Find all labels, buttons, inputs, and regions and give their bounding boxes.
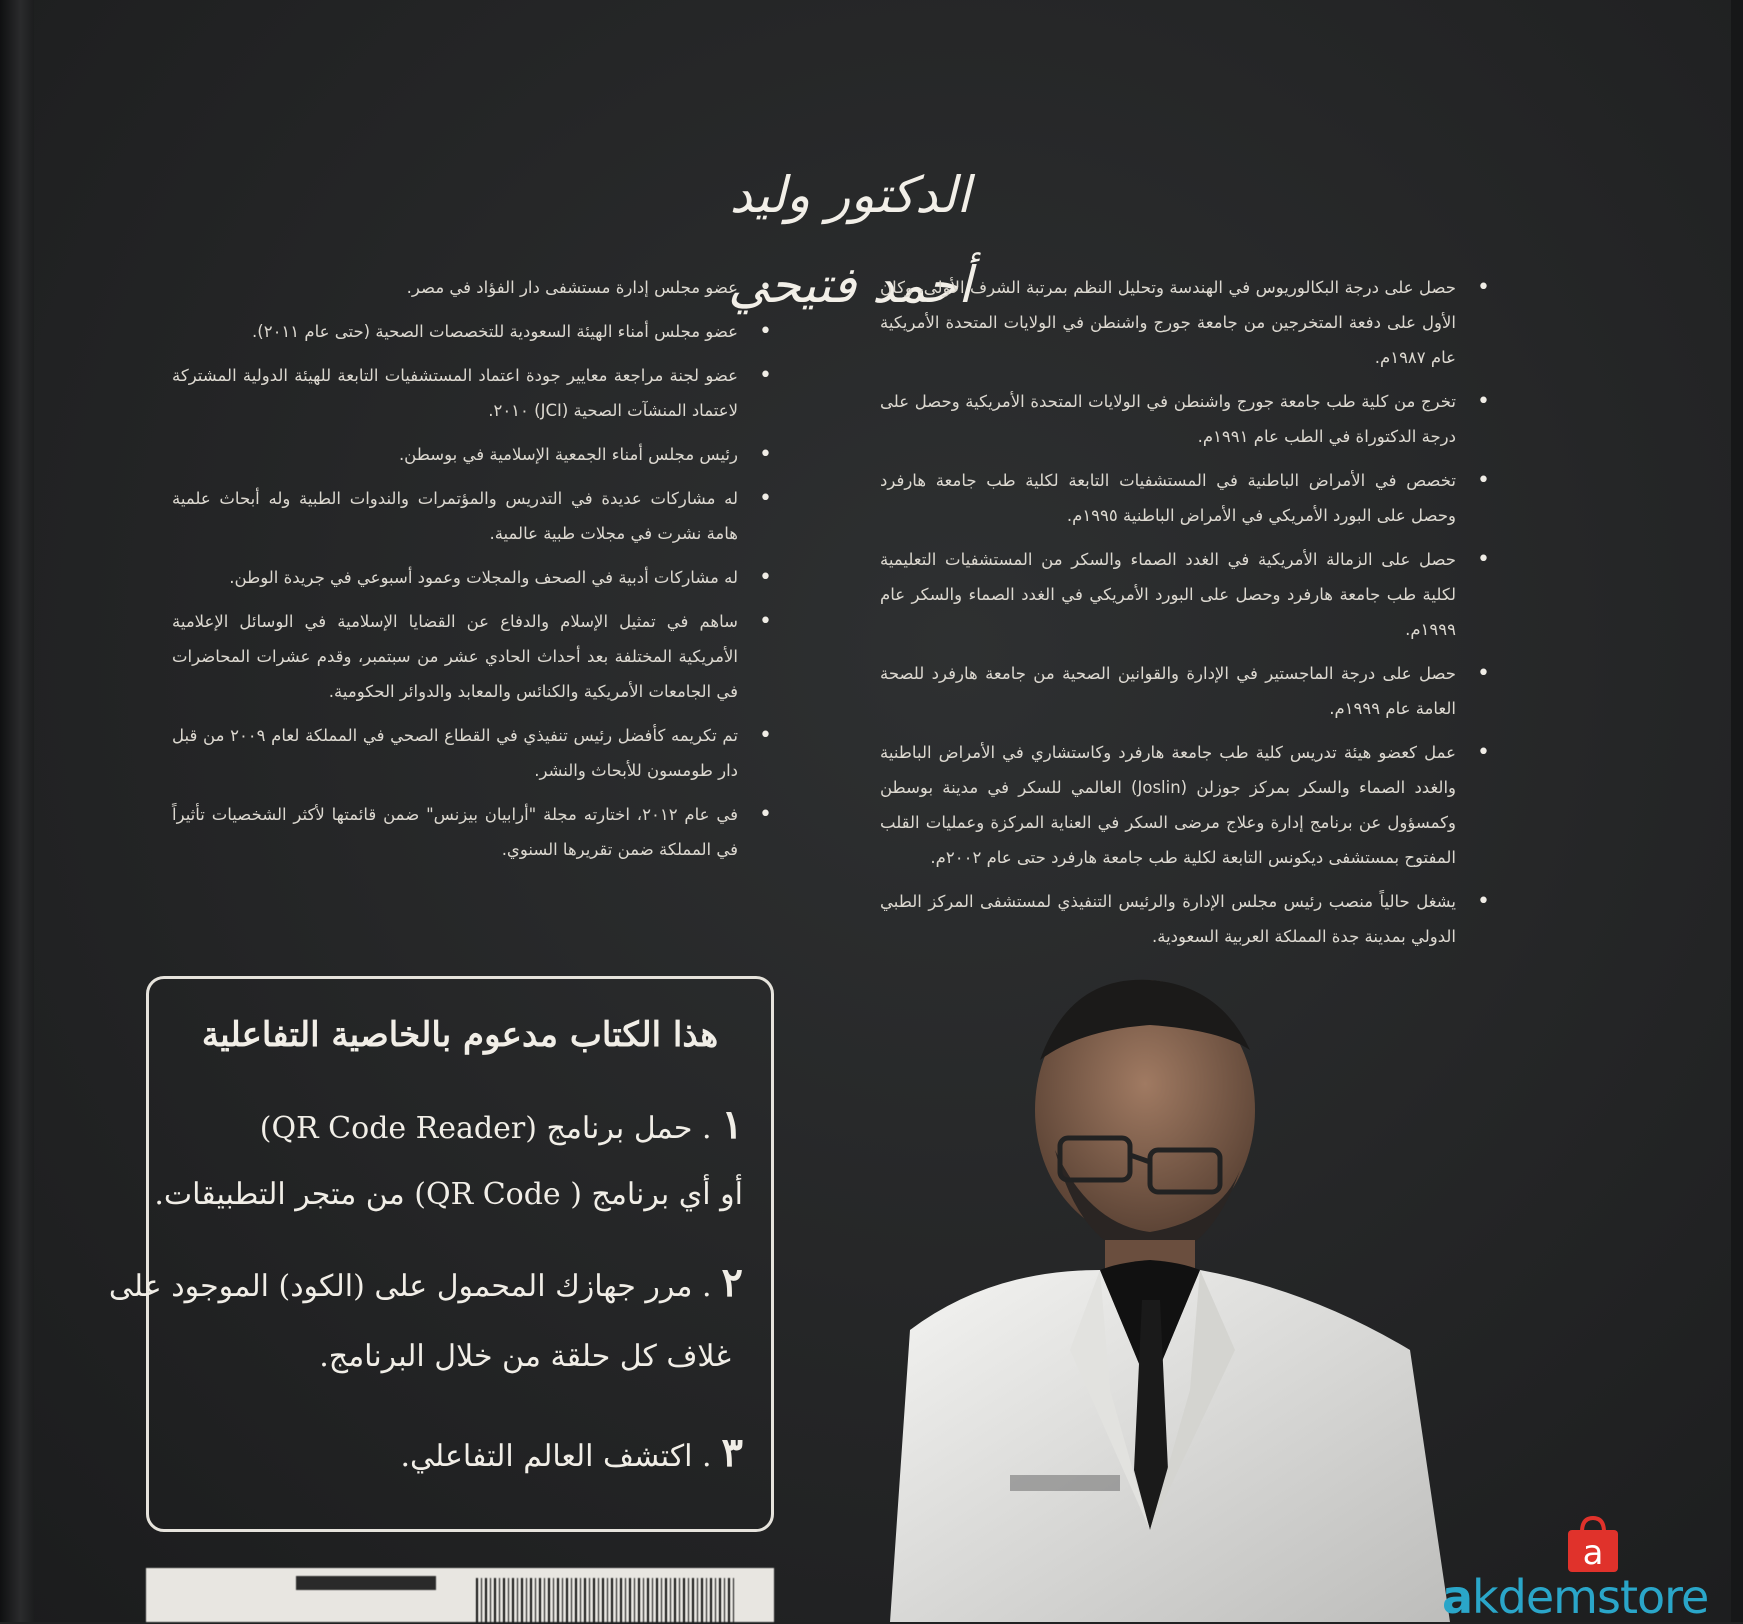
book-spine: [0, 0, 34, 1622]
barcode-label: [146, 1568, 774, 1622]
qr-step-2-cont: غلاف كل حلقة من خلال البرنامج.: [319, 1339, 731, 1374]
bio-item: • حصل على درجة البكالوريوس في الهندسة وتحليل النظم بمرتبة الشرف الأولى، وكان الأول على دفعة المتخرجين من جامعة جورج واشنطن في الولايات المتحدة الأمريكية عام ١٩٨٧م.: [880, 270, 1490, 375]
qr-step-3: [177, 1429, 743, 1476]
bio-column-left: [172, 270, 772, 876]
bio-item: • عضو لجنة مراجعة معايير جودة اعتماد المستشفيات التابعة للهيئة الدولية المشتركة لاعتماد المنشآت الصحية (JCI) ٢٠١٠.: [172, 358, 772, 428]
label-dark-band: [296, 1576, 436, 1590]
bio-item: • عضو مجلس أمناء الهيئة السعودية للتخصصات الصحية (حتى عام ٢٠١١).: [172, 314, 772, 349]
bio-item: • تخرج من كلية طب جامعة جورج واشنطن في الولايات المتحدة الأمريكية وحصل على درجة الدكتوراة في الطب عام ١٩٩١م.: [880, 384, 1490, 454]
bio-item: • له مشاركات أدبية في الصحف والمجلات وعمود أسبوعي في جريدة الوطن.: [172, 560, 772, 595]
bio-item: • حصل على الزمالة الأمريكية في الغدد الصماء والسكر من المستشفيات التعليمية لكلية طب جامعة هارفرد وحصل على البورد الأمريكي في الغدد الصماء والسكر عام ١٩٩٩م.: [880, 542, 1490, 647]
qr-step-1-cont: أو أي برنامج ( QR Code) من متجر التطبيقات.: [154, 1177, 743, 1212]
author-portrait-image: [850, 970, 1540, 1622]
step-text: . اكتشف العالم التفاعلي.: [400, 1439, 712, 1474]
store-name-prefix: a: [1442, 1570, 1473, 1624]
step-text: . حمل برنامج (QR Code Reader): [259, 1111, 712, 1146]
step-number: ١: [721, 1101, 743, 1148]
store-name: [1442, 1570, 1708, 1624]
store-name-rest: kdemstore: [1472, 1570, 1709, 1624]
bag-letter: a: [1582, 1533, 1604, 1573]
step-number: ٣: [721, 1429, 743, 1476]
bio-column-right: [880, 270, 1490, 963]
bio-item: • عمل كعضو هيئة تدريس كلية طب جامعة هارفرد وكاستشاري في الأمراض الباطنية والغدد الصماء والسكر بمركز جوزلن (Joslin) العالمي للسكر في مدينة بوسطن وكمسؤول عن برنامج إدارة وعلاج مرضى السكر في العناية المركزة وعمليات القلب المفتوح بمستشفى ديكونس التابعة لكلية طب جامعة هارفرد حتى عام ٢٠٠٢م.: [880, 735, 1490, 875]
qr-step-2: [108, 1259, 743, 1306]
bio-item: • في عام ٢٠١٢، اختارته مجلة "أرابيان بيزنس" ضمن قائمتها لأكثر الشخصيات تأثيراً في المملكة ضمن تقريرها السنوي.: [172, 797, 772, 867]
qr-instructions-box: [108, 976, 774, 1532]
bio-item: • حصل على درجة الماجستير في الإدارة والقوانين الصحية من جامعة هارفرد للصحة العامة عام ١٩٩٩م.: [880, 656, 1490, 726]
qr-step-1: [177, 1101, 743, 1148]
bio-item: • يشغل حالياً منصب رئيس مجلس الإدارة والرئيس التنفيذي لمستشفى المركز الطبي الدولي بمدينة جدة المملكة العربية السعودية.: [880, 884, 1490, 954]
bio-item: • تم تكريمه كأفضل رئيس تنفيذي في القطاع الصحي في المملكة لعام ٢٠٠٩ من قبل دار طومسون للأبحاث والنشر.: [172, 718, 772, 788]
bio-item: • ساهم في تمثيل الإسلام والدفاع عن القضايا الإسلامية في الوسائل الإعلامية الأمريكية المختلفة بعد أحداث الحادي عشر من سبتمبر، وقدم عشرات المحاضرات في الجامعات الأمريكية والكنائس والمعابد والدوائر الحكومية.: [172, 604, 772, 709]
cover-edge: [1731, 0, 1743, 1622]
qr-box-heading: هذا الكتاب مدعوم بالخاصية التفاعلية: [201, 1015, 719, 1055]
step-number: ٢: [721, 1259, 743, 1306]
step-text: . مرر جهازك المحمول على (الكود) الموجود على: [108, 1269, 712, 1304]
barcode-bars: [476, 1578, 736, 1622]
bio-item: • رئيس مجلس أمناء الجمعية الإسلامية في بوسطن.: [172, 437, 772, 472]
bio-item: • له مشاركات عديدة في التدريس والمؤتمرات والندوات الطبية وله أبحاث علمية هامة نشرت في مجلات طبية عالمية.: [172, 481, 772, 551]
shopping-bag-icon: [1562, 1512, 1624, 1574]
bio-item: • عضو مجلس إدارة مستشفى دار الفؤاد في مصر.: [172, 270, 772, 305]
bio-item: • تخصص في الأمراض الباطنية في المستشفيات التابعة لكلية طب جامعة هارفرد وحصل على البورد الأمريكي في الأمراض الباطنية ١٩٩٥م.: [880, 463, 1490, 533]
author-name-title: الدكتور وليد أحمد فتيحي: [728, 166, 972, 314]
